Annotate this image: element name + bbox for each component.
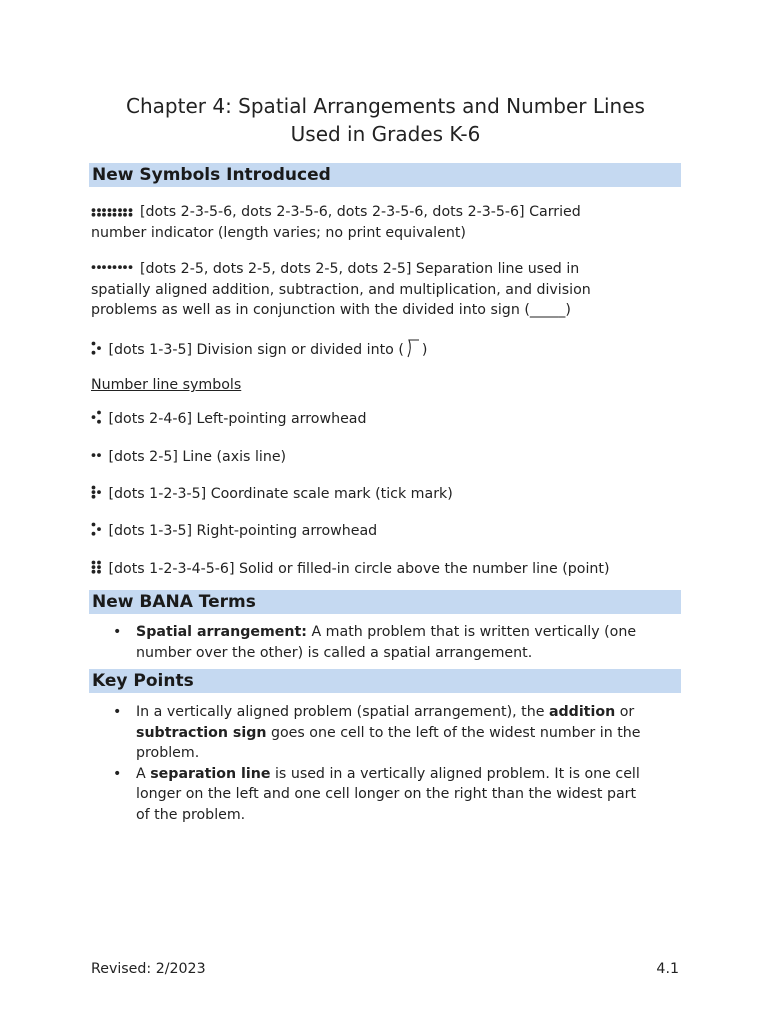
term-definition-1: A math problem that is written vertically (one [306, 624, 637, 640]
braille-dot [108, 213, 112, 217]
braille-dot [113, 265, 117, 269]
title-line-2: Used in Grades K-6 [290, 122, 481, 146]
separation-line-text-1: [dots 2-5, dots 2-5, dots 2-5, dots 2-5] Separation line used in [140, 261, 580, 277]
separation-line-text-2: spatially aligned addition, subtraction, and multiplication, and division [91, 281, 591, 298]
braille-dot [92, 453, 96, 457]
braille-dot [92, 486, 96, 490]
braille-cell-axis-line [91, 448, 103, 462]
braille-dot [113, 208, 117, 212]
section-heading-key-points: Key Points [89, 669, 681, 693]
carried-indicator-text-1: [dots 2-3-5-6, dots 2-3-5-6, dots 2-3-5-6, dots 2-3-5-6] Carried [140, 204, 581, 220]
braille-dot [92, 490, 96, 494]
number-line-item [91, 559, 681, 580]
separation-line-entry [91, 259, 681, 321]
braille-dot [97, 265, 101, 269]
key-point-bold: separation line [150, 765, 271, 782]
separation-line-text-3: problems as well as in conjunction with the divided into sign (_____) [91, 302, 571, 318]
braille-dot [97, 420, 101, 424]
key-point-text: goes one cell to the left of the widest number in the [266, 724, 641, 741]
number-line-item [91, 447, 681, 468]
braille-dot [92, 532, 96, 536]
key-point-text: longer on the left and one cell longer on the right than the widest part [136, 786, 637, 802]
braille-dot [113, 213, 117, 217]
section-heading-new-symbols: New Symbols Introduced [89, 163, 681, 187]
footer-page-number: 4.1 [656, 961, 679, 977]
key-point-text: A [136, 765, 151, 782]
braille-dot [123, 208, 127, 212]
carried-indicator-entry [91, 202, 681, 243]
braille-dot [92, 561, 96, 565]
number-line-item [91, 409, 681, 430]
braille-dot [97, 346, 101, 350]
braille-cell-tick-mark [91, 485, 103, 499]
braille-cells-carried-indicator [91, 203, 134, 217]
braille-cell-left-arrowhead [91, 410, 103, 424]
section-heading-bana-terms: New BANA Terms [89, 590, 681, 614]
braille-dot [129, 265, 133, 269]
division-sign-entry [91, 338, 681, 365]
braille-dot [97, 527, 101, 531]
braille-dot [108, 208, 112, 212]
braille-dot [118, 213, 122, 217]
key-point-bold: addition [548, 704, 616, 720]
braille-dot [118, 265, 122, 269]
braille-dot [97, 490, 101, 494]
braille-dot [97, 561, 101, 565]
footer-revised-date: Revised: 2/2023 [91, 961, 206, 977]
number-line-item-text: [dots 2-5] Line (axis line) [108, 449, 287, 465]
division-sign-text-before: [dots 1-3-5] Division sign or divided into ( [108, 342, 404, 358]
braille-dot [92, 415, 96, 419]
key-points-list [91, 702, 681, 825]
braille-dot [92, 351, 96, 355]
braille-dot [92, 565, 96, 569]
braille-dot [97, 570, 101, 574]
bana-terms-list [91, 622, 681, 663]
number-line-item-text: [dots 1-2-3-4-5-6] Solid or filled-in circle above the number line (point) [108, 561, 610, 577]
braille-dot [97, 208, 101, 212]
number-line-item [91, 521, 681, 542]
title-line-1: Chapter 4: Spatial Arrangements and Number Lines [126, 94, 645, 118]
page-title [90, 92, 681, 148]
division-sign-text-after: ) [421, 342, 428, 358]
braille-dot [129, 208, 133, 212]
term-label: Spatial arrangement: [136, 624, 307, 640]
braille-dot [92, 265, 96, 269]
braille-dot [92, 342, 96, 346]
braille-dot [92, 570, 96, 574]
braille-dot [92, 495, 96, 499]
braille-cell-right-arrowhead [91, 522, 103, 536]
divided-into-sign-icon [406, 338, 420, 365]
key-point-bold: subtraction sign [136, 724, 267, 741]
braille-dot [92, 208, 96, 212]
carried-indicator-text-2: number indicator (length varies; no print equivalent) [91, 224, 466, 241]
braille-dot [97, 565, 101, 569]
key-point-text: or [615, 704, 635, 720]
braille-cells-separation-line [91, 260, 134, 274]
braille-dot [123, 265, 127, 269]
braille-dot [97, 213, 101, 217]
braille-dot [129, 213, 133, 217]
key-point-text: In a vertically aligned problem (spatial arrangement), the [136, 704, 549, 720]
number-line-item-text: [dots 2-4-6] Left-pointing arrowhead [108, 411, 367, 427]
braille-dot [97, 411, 101, 415]
braille-dot [97, 453, 101, 457]
key-point-text: of the problem. [136, 806, 246, 823]
braille-cell-filled-circle [91, 560, 103, 574]
number-line-symbols-heading: Number line symbols [91, 377, 242, 393]
braille-dot [118, 208, 122, 212]
key-point-text: is used in a vertically aligned problem. It is one cell [270, 765, 640, 782]
braille-dot [92, 523, 96, 527]
braille-dot [102, 213, 106, 217]
list-item [91, 764, 681, 826]
number-line-item-text: [dots 1-2-3-5] Coordinate scale mark (tick mark) [108, 486, 453, 502]
braille-dot [108, 265, 112, 269]
term-definition-2: number over the other) is called a spatial arrangement. [136, 644, 533, 661]
number-line-item [91, 484, 681, 505]
key-point-text: problem. [136, 745, 200, 761]
braille-dot [123, 213, 127, 217]
braille-dot [92, 213, 96, 217]
list-item [91, 702, 681, 764]
list-item [91, 622, 681, 663]
braille-dot [102, 208, 106, 212]
number-line-item-text: [dots 1-3-5] Right-pointing arrowhead [108, 523, 378, 539]
braille-dot [102, 265, 106, 269]
braille-cell-division-sign [91, 341, 103, 355]
